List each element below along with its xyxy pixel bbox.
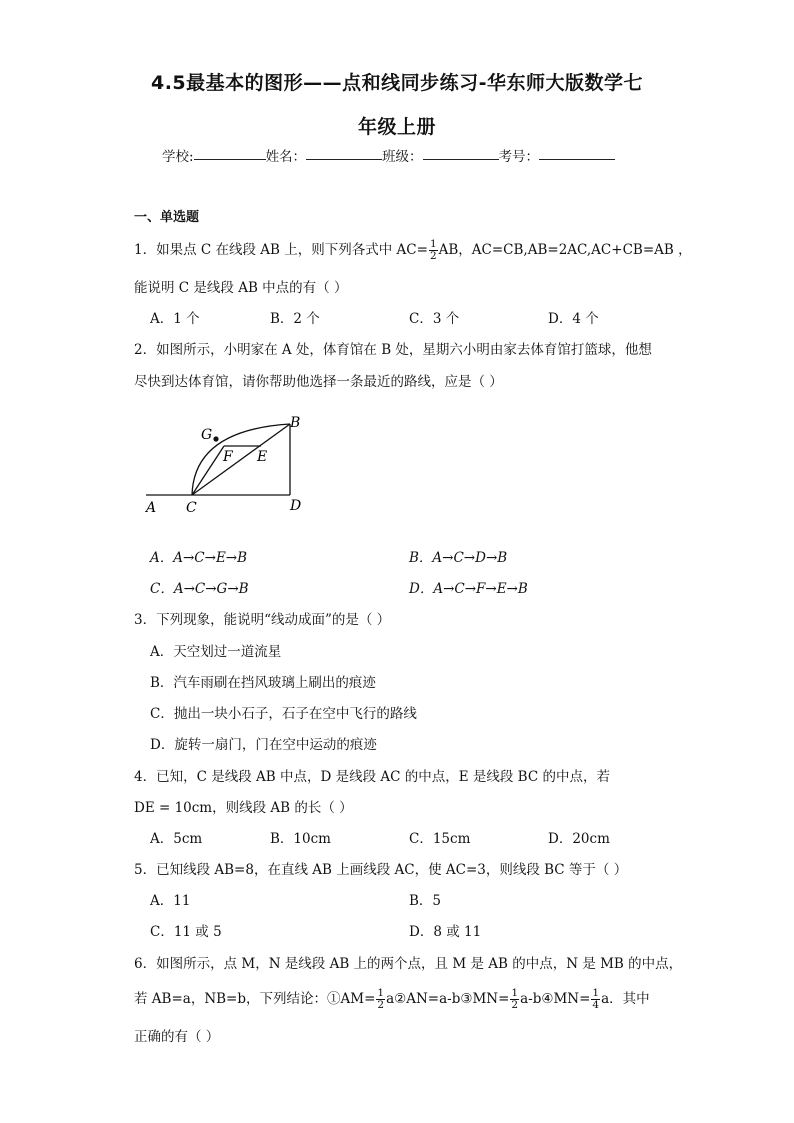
q5-option-d[interactable]: D．8 或 11 [409, 924, 482, 940]
label-a: A [146, 500, 157, 516]
q3-option-b[interactable]: B．汽车雨刷在挡风玻璃上刷出的痕迹 [150, 675, 376, 691]
q3-line1: 3．下列现象，能说明“线动成面”的是（ ） [134, 612, 391, 628]
q6-line1: 6．如图所示，点 M，N 是线段 AB 上的两个点，且 M 是 AB 的中点，N 是 MB 的中点， [134, 956, 683, 972]
q6-text-b: a②AN=a-b③MN= [386, 991, 510, 1007]
q5-option-b[interactable]: B．5 [409, 893, 442, 909]
class-blank[interactable] [423, 145, 499, 160]
class-label: 班级： [382, 149, 423, 165]
label-c: C [186, 500, 197, 516]
label-g: G [201, 427, 213, 443]
label-d: D [290, 498, 302, 514]
point-g [213, 436, 218, 441]
q6-line2 [134, 987, 650, 1011]
q3-option-c[interactable]: C．抛出一块小石子，石子在空中飞行的路线 [150, 706, 417, 722]
q6-text-d: a．其中 [601, 991, 650, 1007]
q6-f1-num: 1 [377, 987, 385, 999]
q1-fraction [429, 239, 438, 262]
q6-text-a: 若 AB=a，NB=b，下列结论：①AM= [134, 991, 376, 1007]
q6-fraction-2 [510, 988, 519, 1011]
label-e: E [257, 449, 268, 465]
q1-option-b[interactable]: B．2 个 [270, 311, 320, 327]
q6-f2-num: 1 [511, 987, 519, 999]
q2-option-c[interactable]: C．A→C→G→B [150, 581, 249, 597]
q4-option-c[interactable]: C．15cm [409, 831, 471, 847]
q4-option-d[interactable]: D．20cm [548, 831, 610, 847]
q3-option-d[interactable]: D．旋转一扇门，门在空中运动的痕迹 [150, 737, 377, 753]
student-info [162, 145, 615, 165]
q1-line2: 能说明 C 是线段 AB 中点的有（ ） [134, 280, 348, 296]
q2-line2: 尽快到达体育馆，请你帮助他选择一条最近的路线，应是（ ） [134, 374, 503, 390]
q6-fraction-1 [376, 988, 385, 1011]
name-label: 姓名： [265, 149, 307, 165]
q1-option-a[interactable]: A．1 个 [150, 311, 200, 327]
page-title-line2: 年级上册 [357, 116, 436, 138]
page-title: 4.5最基本的图形——点和线同步练习-华东师大版数学七 [150, 72, 644, 94]
q5-option-c[interactable]: C．11 或 5 [150, 924, 222, 940]
q4-line2: DE = 10cm，则线段 AB 的长（ ） [134, 800, 353, 816]
label-b: B [290, 415, 301, 431]
number-blank[interactable] [539, 145, 615, 160]
label-f: F [223, 449, 233, 465]
q6-fraction-3 [591, 988, 600, 1011]
q2-route-figure [140, 408, 310, 520]
q4-line1: 4．已知，C 是线段 AB 中点，D 是线段 AC 的中点，E 是线段 BC 的中点，若 [134, 769, 610, 785]
q2-line1: 2．如图所示，小明家在 A 处，体育馆在 B 处，星期六小明由家去体育馆打篮球，他想 [134, 342, 652, 358]
q6-f3-num: 1 [592, 987, 600, 999]
q1-frac-num: 1 [429, 238, 437, 250]
q2-option-a[interactable]: A．A→C→E→B [150, 550, 248, 566]
q6-f2-den: 2 [511, 999, 519, 1011]
q6-f3-den: 4 [592, 999, 600, 1011]
q4-option-b[interactable]: B．10cm [270, 831, 331, 847]
q1-option-d[interactable]: D．4 个 [548, 311, 599, 327]
q2-option-b[interactable]: B．A→C→D→B [409, 550, 508, 566]
q6-f1-den: 2 [377, 999, 385, 1011]
q1-frac-den: 2 [429, 250, 437, 262]
school-label: 学校: [162, 149, 194, 165]
q5-option-a[interactable]: A．11 [150, 893, 191, 909]
q1-option-c[interactable]: C．3 个 [409, 311, 460, 327]
q1-line1 [134, 238, 692, 262]
number-label: 考号： [498, 149, 540, 165]
q6-line3: 正确的有（ ） [134, 1029, 220, 1045]
q6-text-c: a-b④MN= [520, 991, 591, 1007]
q1-text-b: AB，AC=CB,AB=2AC,AC+CB=AB ， [438, 242, 692, 258]
q2-option-d[interactable]: D．A→C→F→E→B [409, 581, 528, 597]
q5-line1: 5．已知线段 AB=8，在直线 AB 上画线段 AC，使 AC=3，则线段 BC 等于（ ） [134, 862, 628, 878]
name-blank[interactable] [306, 145, 382, 160]
q1-text-a: 1．如果点 C 在线段 AB 上，则下列各式中 AC= [134, 242, 428, 258]
q4-option-a[interactable]: A．5cm [150, 831, 203, 847]
section-heading: 一、单选题 [134, 210, 200, 225]
school-blank[interactable] [194, 145, 266, 160]
q3-option-a[interactable]: A．天空划过一道流星 [150, 644, 282, 660]
